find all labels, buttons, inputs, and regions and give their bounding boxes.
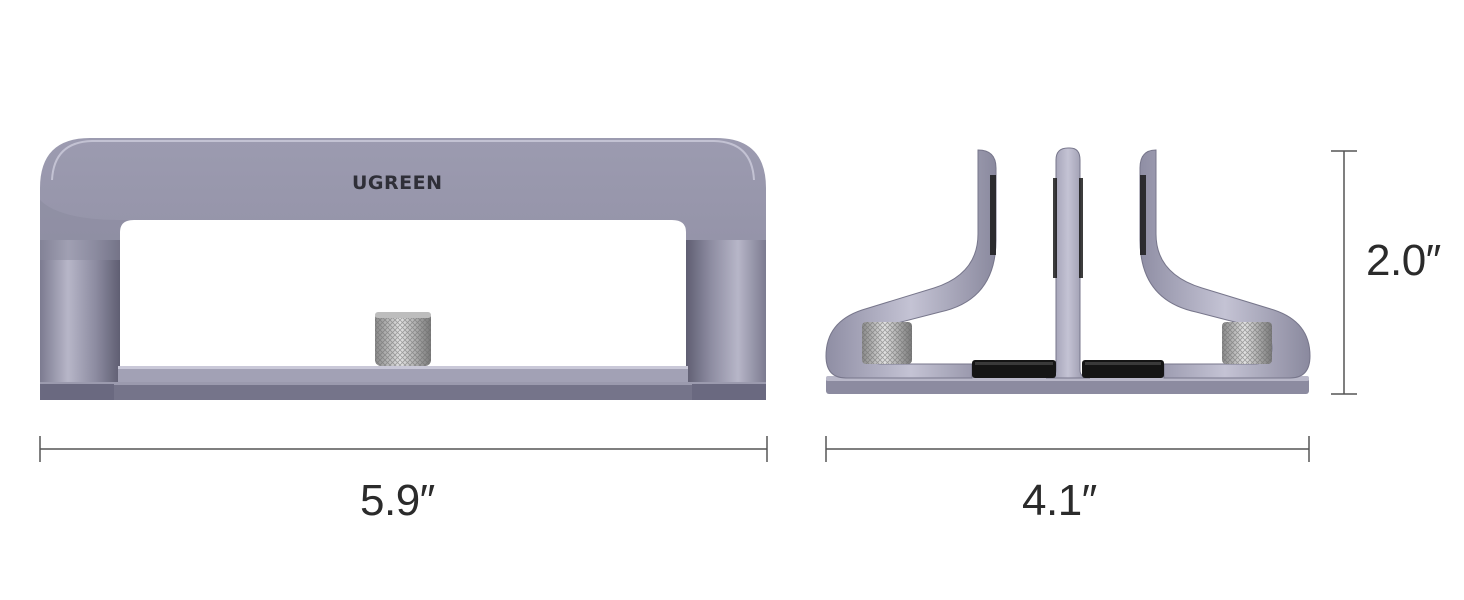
center-post — [1046, 148, 1090, 378]
rubber-pad-right-shine — [1085, 362, 1161, 365]
width-dimension-label: 5.9″ — [360, 476, 435, 525]
height-dimension-label: 2.0″ — [1366, 236, 1441, 285]
arm-inner-pad-left — [990, 175, 996, 255]
dimension-line-width — [40, 436, 767, 462]
adjust-knob-side-left — [862, 322, 912, 364]
base-bottom-highlight — [40, 382, 766, 385]
post-pad-right — [1079, 178, 1083, 278]
brand-logo-text: UGREEN — [352, 172, 443, 194]
depth-dimension-label: 4.1″ — [1022, 476, 1097, 525]
dimension-line-depth — [826, 436, 1309, 462]
post-pad-left — [1053, 178, 1057, 278]
adjust-knob-front — [375, 312, 431, 366]
adjust-knob-side-right — [1222, 322, 1272, 364]
arm-inner-pad-right — [1140, 175, 1146, 255]
right-foot — [692, 384, 766, 400]
rubber-pad-left-shine — [975, 362, 1053, 365]
right-leg — [686, 240, 766, 382]
left-leg — [40, 240, 120, 382]
base-plate-edge — [118, 366, 688, 369]
left-foot — [40, 384, 114, 400]
side-view — [826, 148, 1310, 394]
dimension-line-height — [1331, 151, 1357, 394]
